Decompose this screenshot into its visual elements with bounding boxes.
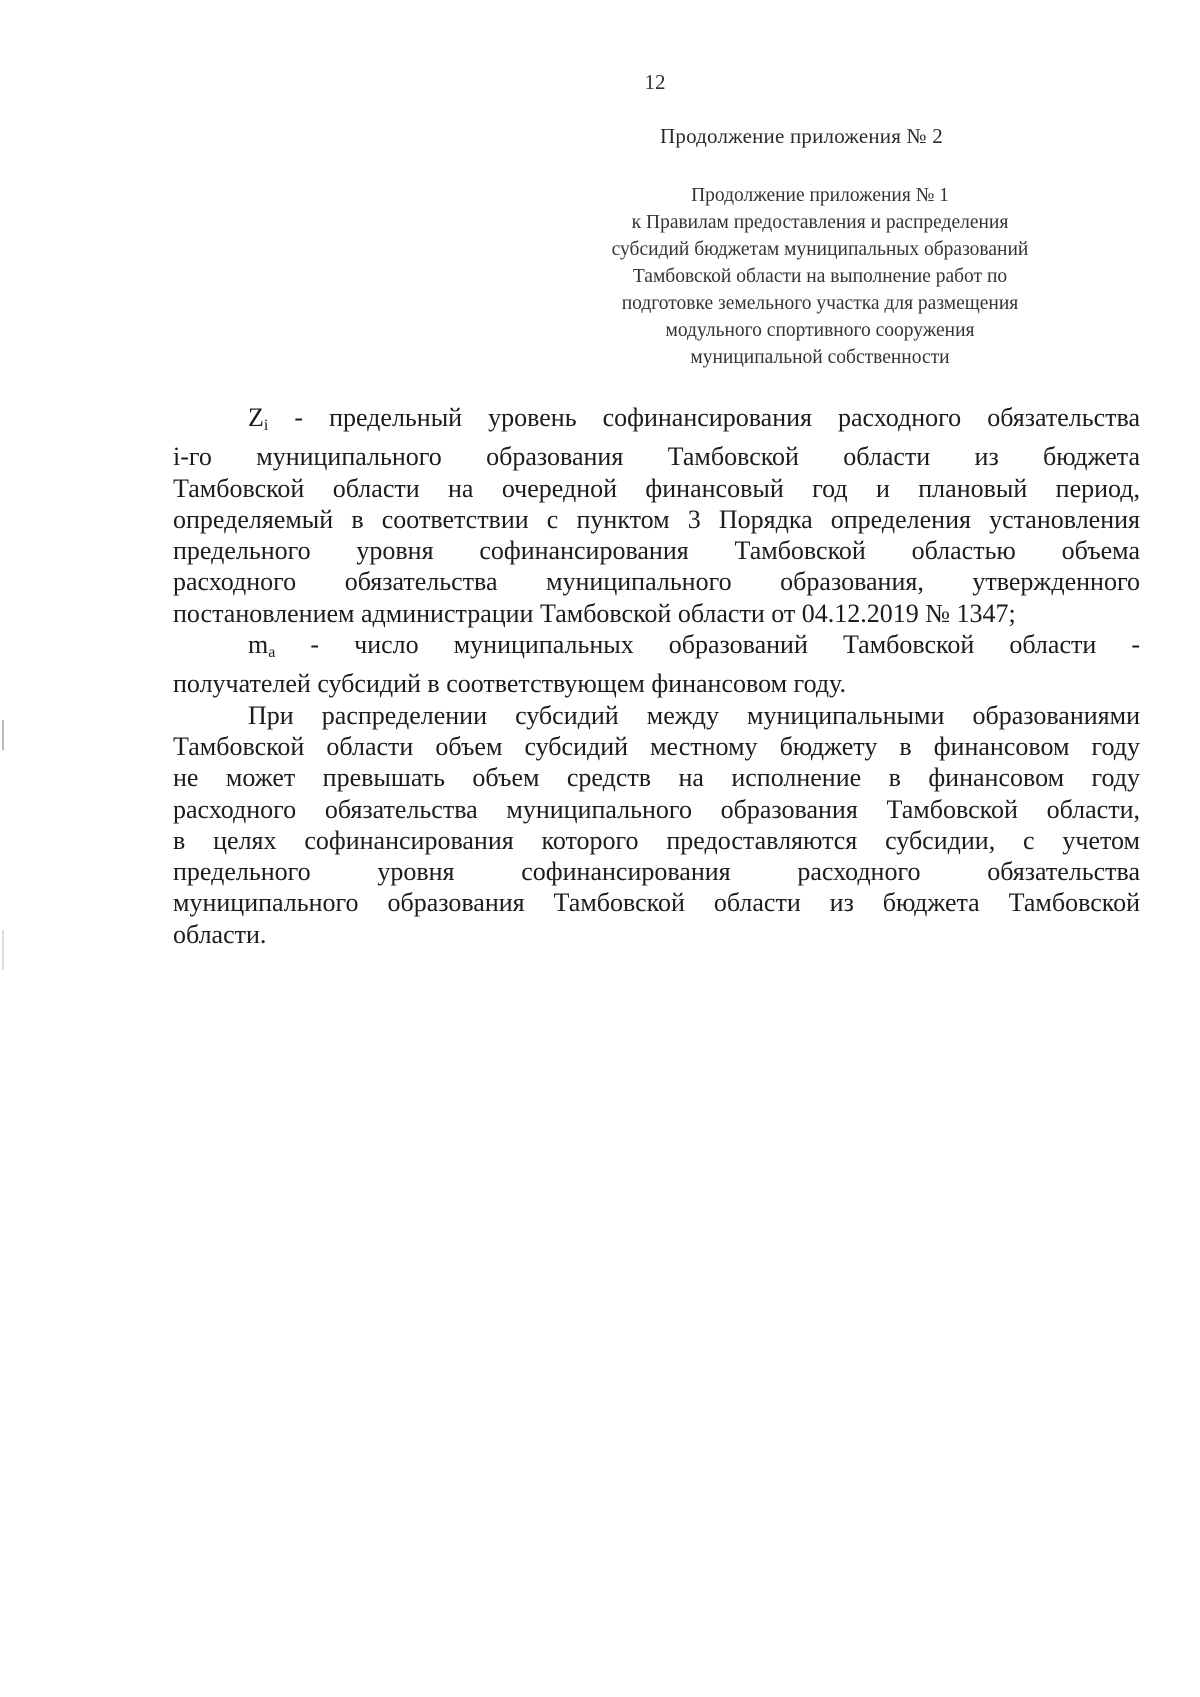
body-line: Тамбовской области на очередной финансовый год и плановый период,: [173, 473, 1140, 503]
appendix-header-block: [555, 182, 1085, 371]
header-line: муниципальной собственности: [690, 347, 950, 368]
body-text: [173, 402, 1140, 950]
body-line: предельного уровня софинансирования Тамбовской областью объема: [173, 536, 1140, 566]
body-line: расходного обязательства муниципального образования Тамбовской области,: [173, 794, 1140, 824]
body-line: области.: [173, 919, 267, 949]
body-line: получателей субсидий в соответствующем финансовом году.: [173, 669, 846, 699]
body-line: [173, 402, 1140, 441]
continuation-appendix-2: Продолжение приложения № 2: [660, 124, 943, 148]
paragraph-distribution: [173, 700, 1140, 950]
symbol-z-subscript: i: [263, 417, 269, 434]
header-line: Продолжение приложения № 1: [691, 185, 949, 206]
header-line: субсидий бюджетам муниципальных образований: [611, 239, 1029, 260]
symbol-z: Z: [248, 403, 264, 432]
body-line: [173, 629, 1140, 668]
scan-artifact: [2, 930, 4, 970]
paragraph-zi-definition: [173, 402, 1140, 629]
header-line: модульного спортивного сооружения: [665, 320, 975, 341]
body-line: постановлением администрации Тамбовской области от 04.12.2019 № 1347;: [173, 598, 1016, 628]
body-line: предельного уровня софинансирования расходного обязательства: [173, 857, 1140, 887]
paragraph-ma-definition: [173, 629, 1140, 700]
body-line: i-го муниципального образования Тамбовской области из бюджета: [173, 442, 1140, 472]
body-line-text: - предельный уровень софинансирования расходного обязательства: [268, 403, 1140, 432]
body-line: Тамбовской области объем субсидий местному бюджету в финансовом году: [173, 731, 1140, 761]
body-line: При распределении субсидий между муниципальными образованиями: [248, 700, 1140, 730]
symbol-m-subscript: a: [268, 644, 276, 662]
body-line: расходного обязательства муниципального образования, утвержденного: [173, 567, 1140, 597]
body-line: не может превышать объем средств на исполнение в финансовом году: [173, 763, 1140, 793]
scan-artifact: [2, 720, 4, 750]
header-line: Тамбовской области на выполнение работ по: [632, 266, 1008, 287]
body-line: определяемый в соответствии с пунктом 3 Порядка определения установления: [173, 504, 1140, 534]
body-line-text: - число муниципальных образований Тамбовской области -: [275, 630, 1140, 660]
header-line: к Правилам предоставления и распределения: [631, 212, 1009, 233]
body-line: муниципального образования Тамбовской области из бюджета Тамбовской: [173, 888, 1140, 918]
page-number: 12: [644, 70, 666, 94]
header-line: подготовке земельного участка для размещения: [621, 293, 1019, 314]
symbol-m: m: [248, 630, 269, 660]
body-line: в целях софинансирования которого предоставляются субсидии, с учетом: [173, 825, 1140, 855]
